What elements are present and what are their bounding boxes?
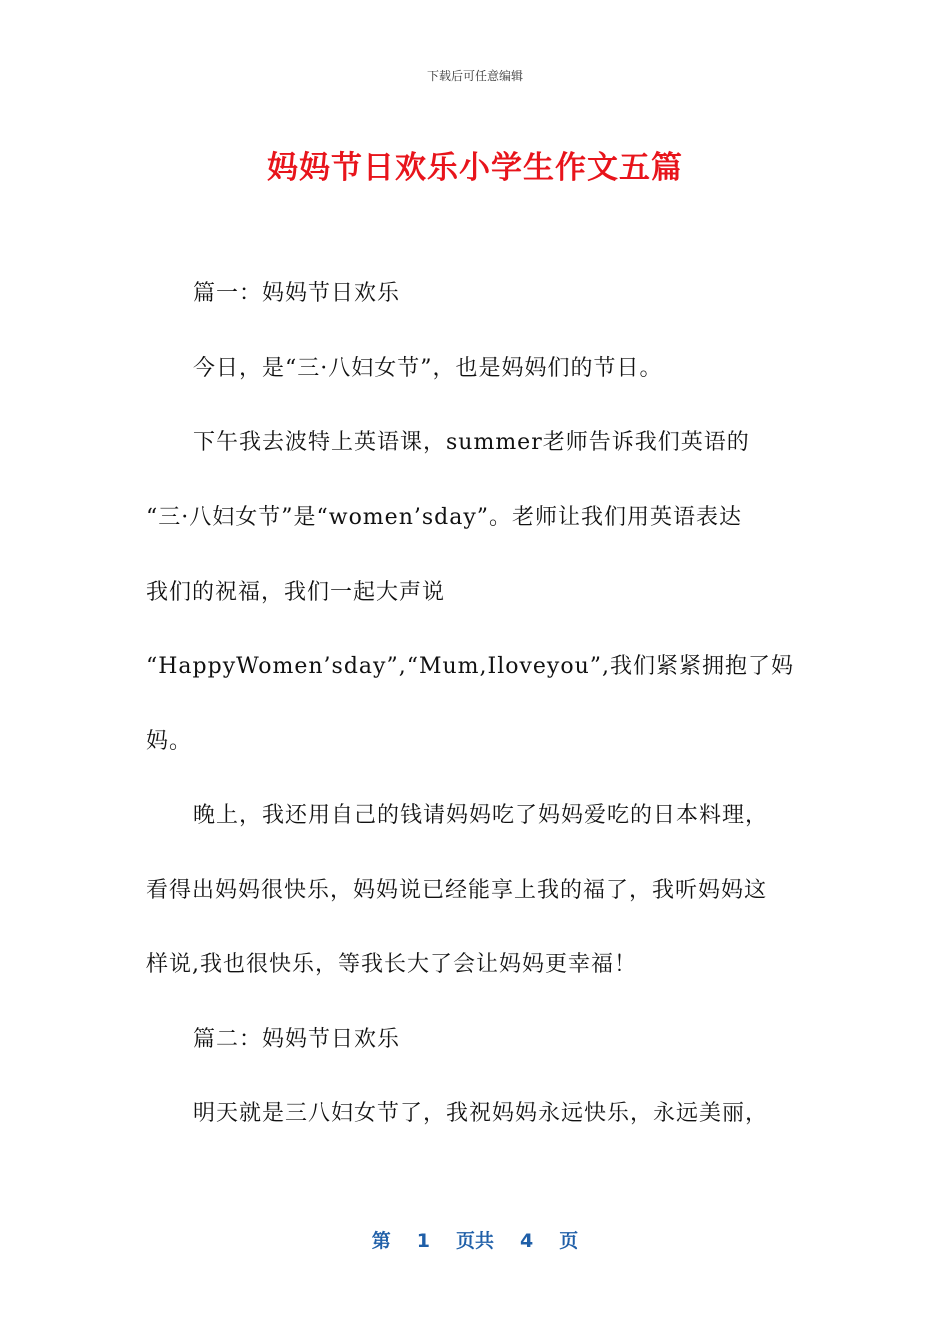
paragraph-line: 我们的祝福，我们一起大声说 [146,580,446,605]
paragraph-line: 看得出妈妈很快乐，妈妈说已经能享上我的福了，我听妈妈这 [146,878,768,903]
paragraph-line: “HappyWomen’sday”,“Mum,Iloveyou”,我们紧紧拥抱了妈 [146,654,795,679]
section-heading-1: 篇一：妈妈节日欢乐 [193,281,401,306]
paragraph-line: 样说,我也很快乐，等我长大了会让妈妈更幸福！ [146,952,637,977]
footer-middle: 页共 [455,1230,494,1252]
paragraph-line: 妈。 [146,729,193,754]
header-note: 下载后可任意编辑 [426,69,523,83]
section-heading-2: 篇二：妈妈节日欢乐 [193,1027,401,1052]
footer-current-page: 1 [416,1230,430,1252]
paragraph-line: 明天就是三八妇女节了，我祝妈妈永远快乐，永远美丽， [193,1101,769,1126]
page-footer [0,1226,950,1253]
document-title: 妈妈节日欢乐小学生作文五篇 [267,150,683,186]
paragraph-line: “三·八妇女节”是“women’sday”。老师让我们用英语表达 [146,505,743,530]
paragraph-line: 今日，是“三·八妇女节”，也是妈妈们的节日。 [193,356,663,381]
paragraph-line: 下午我去波特上英语课，summer老师告诉我们英语的 [193,430,750,455]
paragraph-line: 晚上，我还用自己的钱请妈妈吃了妈妈爱吃的日本料理， [193,803,769,828]
footer-prefix: 第 [371,1230,391,1252]
footer-total-pages: 4 [520,1230,534,1252]
footer-suffix: 页 [559,1230,579,1252]
